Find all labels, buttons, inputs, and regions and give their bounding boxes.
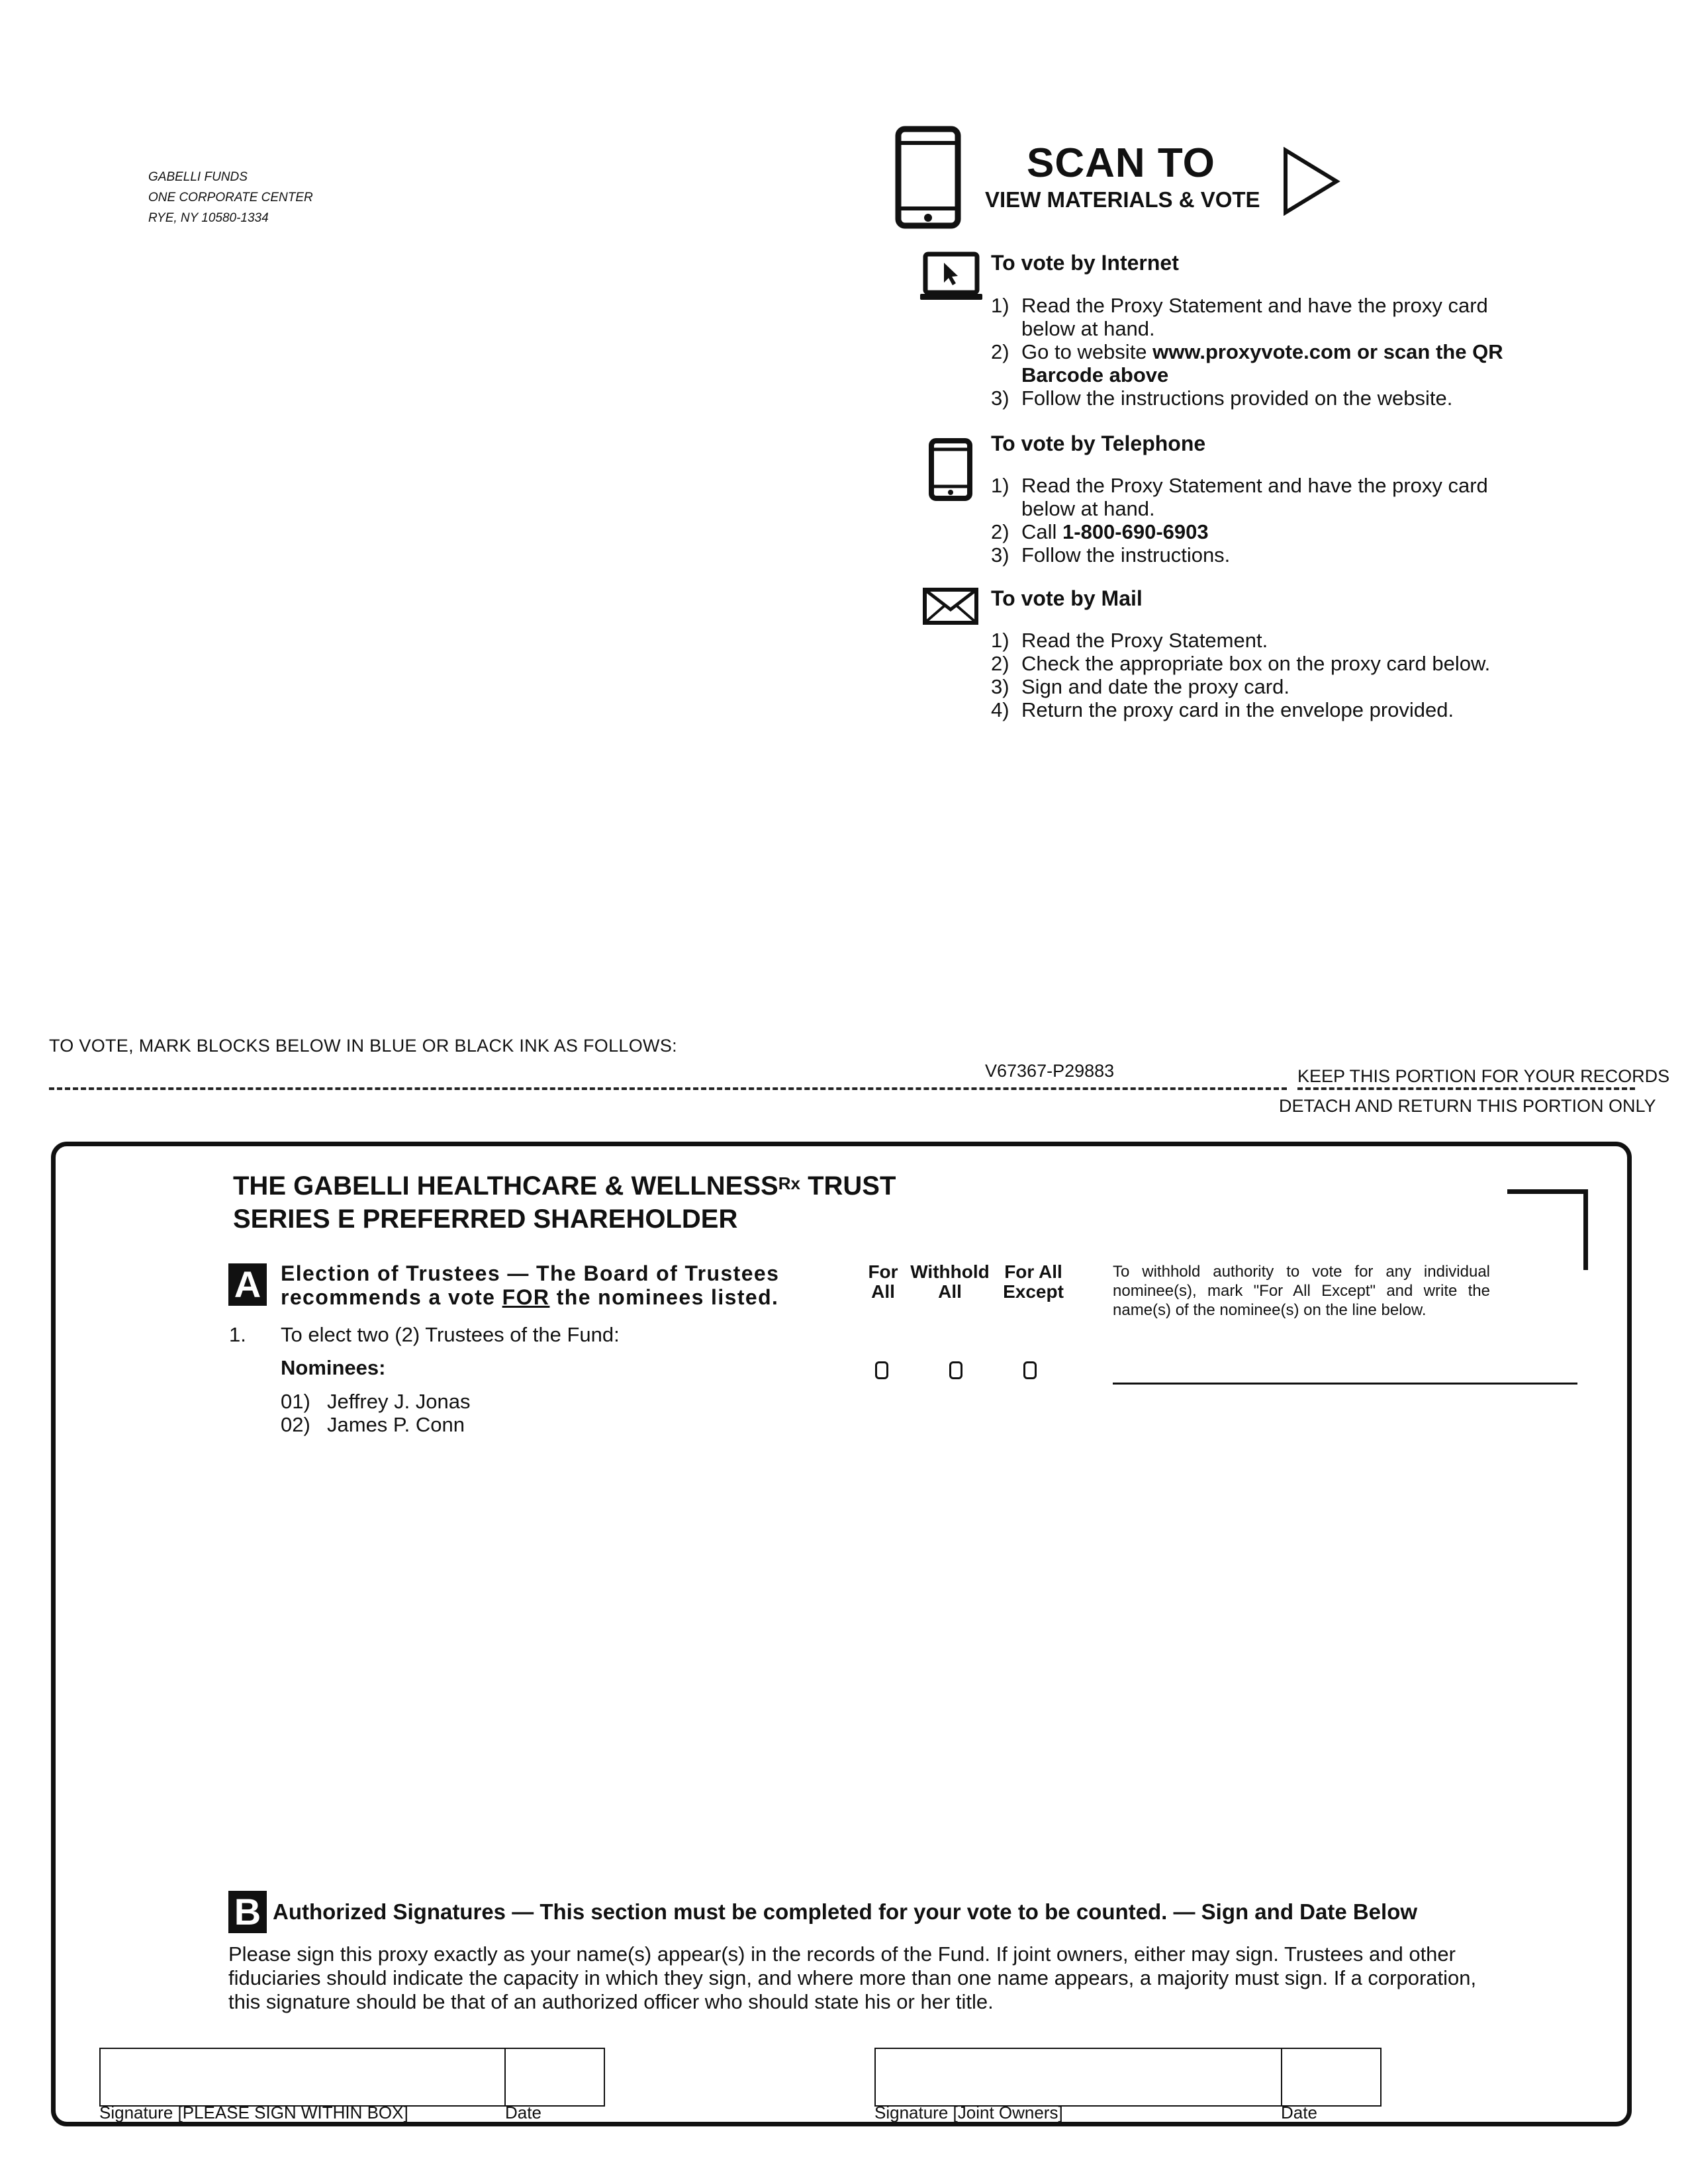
column-header-text: All <box>871 1281 895 1302</box>
phone-icon <box>928 437 973 502</box>
step-number: 1) <box>991 294 1009 317</box>
fund-title-text: TRUST <box>800 1171 896 1201</box>
keep-portion-label: KEEP THIS PORTION FOR YOUR RECORDS <box>1297 1066 1670 1086</box>
column-header-for-all-except <box>998 1262 1068 1302</box>
column-header-text: For <box>868 1261 898 1282</box>
detach-line <box>1297 1087 1635 1090</box>
withhold-instruction: To withhold authority to vote for any individual nominee(s), mark "For All Except" and write the name(s) of the nominee(s) on the line below. <box>1113 1263 1490 1319</box>
section-a-line: recommends a vote <box>281 1285 502 1309</box>
for-all-checkbox[interactable] <box>875 1361 888 1379</box>
column-header-for-all <box>866 1262 900 1302</box>
website-link[interactable]: www.proxyvote.com or scan the QR Barcode above <box>1021 340 1503 387</box>
fund-subtitle: SERIES E PREFERRED SHAREHOLDER <box>233 1205 738 1234</box>
list-item <box>991 629 1544 652</box>
return-address-line: ONE CORPORATE CENTER <box>148 191 313 205</box>
list-item <box>991 543 1544 567</box>
fund-title <box>233 1169 896 1236</box>
list-item <box>281 1390 471 1414</box>
control-number: V67367-P29883 <box>985 1061 1115 1081</box>
proposal <box>229 1323 620 1347</box>
step-number: 1) <box>991 474 1009 497</box>
step-text: Read the Proxy Statement and have the proxy card below at hand. <box>1021 294 1488 340</box>
step-number: 2) <box>991 340 1009 363</box>
section-b-heading: Authorized Signatures — This section must be completed for your vote to be counted. — Sign and Date Below <box>273 1899 1418 1924</box>
step-text: Return the proxy card in the envelope provided. <box>1021 698 1454 721</box>
marking-instruction: TO VOTE, MARK BLOCKS BELOW IN BLUE OR BLACK INK AS FOLLOWS: <box>49 1036 677 1056</box>
joint-signature-box[interactable] <box>874 2048 1282 2107</box>
play-arrow-icon <box>1282 147 1342 216</box>
column-header-withhold-all <box>907 1262 993 1302</box>
mail-heading: To vote by Mail <box>991 586 1143 610</box>
return-address-line: GABELLI FUNDS <box>148 170 248 184</box>
internet-steps <box>991 294 1544 410</box>
step-text: Follow the instructions provided on the website. <box>1021 387 1453 410</box>
list-item <box>281 1413 465 1437</box>
section-a-heading <box>281 1261 779 1309</box>
date-box[interactable] <box>504 2048 605 2107</box>
mail-steps <box>991 629 1544 721</box>
step-number: 3) <box>991 543 1009 567</box>
step-number: 1) <box>991 629 1009 652</box>
step-text: Read the Proxy Statement and have the proxy card below at hand. <box>1021 474 1488 520</box>
column-header-text: All <box>938 1281 962 1302</box>
section-a-line: Election of Trustees — The Board of Trustees <box>281 1261 780 1285</box>
step-text: Go to website <box>1021 340 1153 363</box>
signature-label: Signature [PLEASE SIGN WITHIN BOX] <box>99 2103 408 2122</box>
scan-subtitle: VIEW MATERIALS & VOTE <box>985 187 1260 212</box>
list-item <box>991 294 1544 340</box>
step-number: 3) <box>991 675 1009 698</box>
envelope-icon <box>922 587 979 625</box>
column-header-text: Except <box>1003 1281 1064 1302</box>
step-text: Check the appropriate box on the proxy card below. <box>1021 652 1491 675</box>
nominees-heading: Nominees: <box>281 1356 386 1379</box>
list-item <box>991 698 1544 721</box>
joint-signature-label: Signature [Joint Owners] <box>874 2103 1063 2122</box>
phone-number[interactable]: 1-800-690-6903 <box>1062 520 1209 543</box>
joint-date-label: Date <box>1281 2103 1317 2122</box>
list-item <box>991 520 1544 543</box>
list-item <box>991 387 1544 410</box>
list-item <box>991 675 1544 698</box>
nominee-number: 02) <box>281 1413 310 1436</box>
step-number: 2) <box>991 652 1009 675</box>
section-a-badge: A <box>228 1263 267 1306</box>
nominee-number: 01) <box>281 1390 310 1413</box>
date-label: Date <box>505 2103 541 2122</box>
nominee-name: Jeffrey J. Jonas <box>327 1390 471 1413</box>
column-header-text: For All <box>1004 1261 1062 1282</box>
step-text: Read the Proxy Statement. <box>1021 629 1268 652</box>
step-text: Follow the instructions. <box>1021 543 1231 567</box>
signature-instructions: Please sign this proxy exactly as your name(s) appear(s) in the records of the Fund. If joint owners, either may sign. Trustees and other fiduciaries should indicate the capacity in which they sign, and where more than one name appears, a majority must sign. If a corporation, this signature should be that of an authorized officer who should state his or her title. <box>228 1942 1477 2013</box>
for-all-except-checkbox[interactable] <box>1023 1361 1037 1379</box>
fund-title-text: THE GABELLI HEALTHCARE & WELLNESS <box>233 1171 778 1201</box>
signature-box[interactable] <box>99 2048 506 2107</box>
detach-line <box>49 1087 1287 1090</box>
proposal-number: 1. <box>229 1323 246 1346</box>
fund-title-superscript: Rx <box>778 1173 800 1193</box>
return-address <box>148 167 313 228</box>
column-header-text: Withhold <box>910 1261 990 1282</box>
step-number: 2) <box>991 520 1009 543</box>
list-item <box>991 652 1544 675</box>
section-a-for: FOR <box>502 1285 550 1309</box>
step-number: 4) <box>991 698 1009 721</box>
corner-mark <box>1507 1189 1588 1270</box>
detach-portion-label: DETACH AND RETURN THIS PORTION ONLY <box>1279 1096 1656 1116</box>
return-address-line: RYE, NY 10580-1334 <box>148 211 269 225</box>
list-item <box>991 474 1544 520</box>
internet-heading: To vote by Internet <box>991 251 1179 275</box>
proposal-text: To elect two (2) Trustees of the Fund: <box>281 1323 620 1346</box>
telephone-heading: To vote by Telephone <box>991 432 1206 455</box>
scan-title: SCAN TO <box>1027 140 1215 186</box>
step-text: Sign and date the proxy card. <box>1021 675 1289 698</box>
telephone-steps <box>991 474 1544 567</box>
nominee-name: James P. Conn <box>327 1413 465 1436</box>
except-nominee-write-in-line[interactable] <box>1113 1383 1577 1385</box>
section-a-line: the nominees listed. <box>549 1285 779 1309</box>
withhold-all-checkbox[interactable] <box>949 1361 962 1379</box>
step-number: 3) <box>991 387 1009 410</box>
step-text: Call <box>1021 520 1063 543</box>
laptop-icon <box>919 251 984 302</box>
section-b-badge: B <box>228 1891 267 1933</box>
joint-date-box[interactable] <box>1281 2048 1382 2107</box>
list-item <box>991 340 1544 387</box>
smartphone-icon <box>895 126 961 229</box>
